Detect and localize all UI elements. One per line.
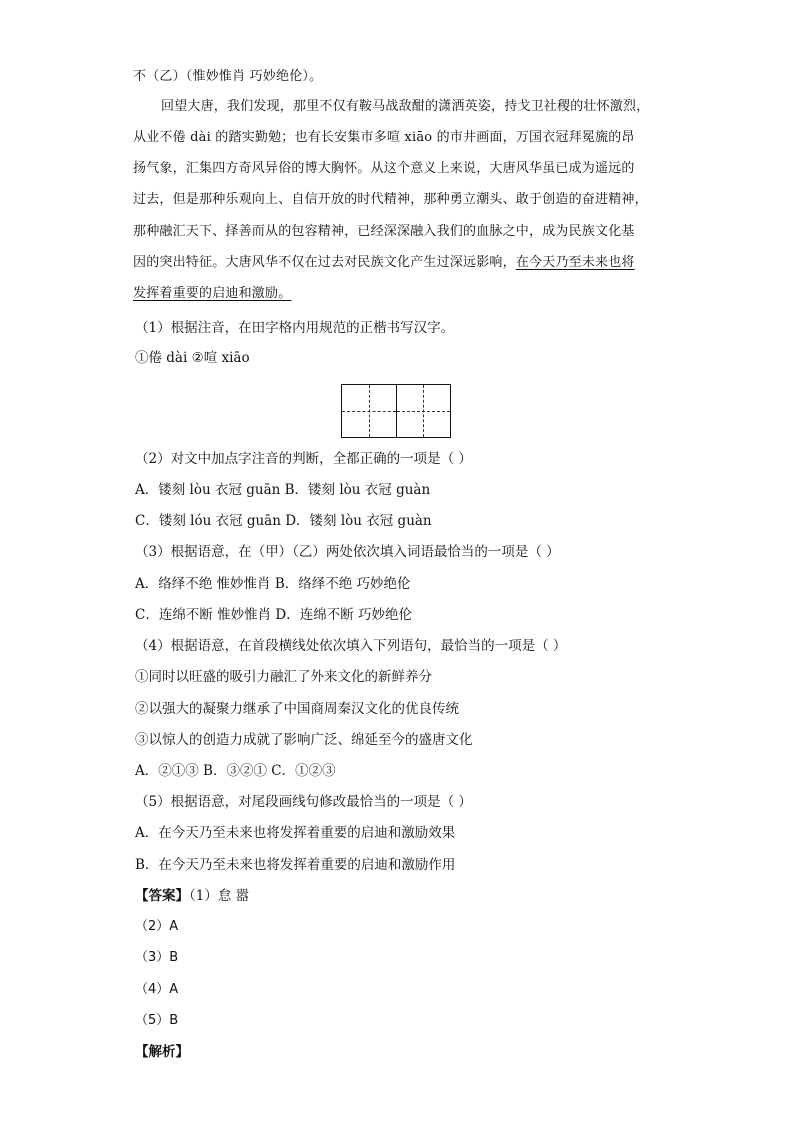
underlined-sentence-part-1: 在今天乃至未来也将 [515, 255, 635, 270]
question-4-options: A．②①③ B．③②① C．①②③ [135, 763, 336, 779]
question-3-options-cd: C．连绵不断 惟妙惟肖 D．连绵不断 巧妙绝伦 [135, 607, 413, 623]
passage-line-4: 过去，但是那种乐观向上、自信开放的时代精神，那种勇立潮头、敢于创造的奋进精神， [133, 192, 648, 207]
passage-line-3: 扬气象，汇集四方奇风异俗的博大胸怀。从这个意义上来说，大唐风华虽已成为遥远的 [133, 161, 635, 176]
answer-3: （3）B [135, 950, 179, 965]
passage-line-6-text: 因的突出特征。大唐风华不仅在过去对民族文化产生过深远影响， [133, 255, 516, 270]
tianzige-cell-1[interactable] [342, 385, 396, 437]
passage-line-5: 那种融汇天下、择善而从的包容精神，已经深深融入我们的血脉之中，成为民族文化基 [133, 224, 635, 239]
passage-line-0: 不（乙）（惟妙惟肖 巧妙绝伦）。 [133, 69, 323, 84]
question-2-options-cd: C．镂刻 lóu 衣冠 guān D．镂刻 lòu 衣冠 guàn [135, 513, 432, 529]
underlined-sentence-part-2: 发挥着重要的启迪和激励。 [133, 286, 292, 301]
tianzige-grid [341, 384, 451, 438]
question-5-option-a: A．在今天乃至未来也将发挥着重要的启迪和激励效果 [135, 825, 456, 841]
question-5: （5）根据语意，对尾段画线句修改最恰当的一项是（ ） [135, 794, 472, 810]
answer-row-1 [135, 886, 249, 906]
question-5-option-b: B．在今天乃至未来也将发挥着重要的启迪和激励作用 [135, 857, 456, 873]
passage-line-2: 从业不倦 dài 的踏实勤勉；也有长安集市多喧 xiāo 的市井画面，万国衣冠拜冕旒的昂 [133, 130, 635, 145]
question-3: （3）根据语意，在（甲）（乙）两处依次填入词语最恰当的一项是（ ） [135, 544, 560, 560]
question-4-statement-3: ③以惊人的创造力成就了影响广泛、绵延至今的盛唐文化 [135, 732, 473, 748]
question-3-options-ab: A．络绎不绝 惟妙惟肖 B．络绎不绝 巧妙绝伦 [135, 576, 411, 592]
answer-5: （5）B [135, 1013, 179, 1028]
answer-4: （4）A [135, 982, 179, 997]
analysis-label: 【解析】 [135, 1044, 189, 1060]
question-4-statement-2: ②以强大的凝聚力继承了中国商周秦汉文化的优良传统 [135, 701, 459, 717]
answer-label: 【答案】 [135, 888, 189, 904]
question-2: （2）对文中加点字注音的判断，全都正确的一项是（ ） [135, 451, 472, 467]
question-2-options-ab: A．镂刻 lòu 衣冠 guān B．镂刻 lòu 衣冠 guàn [135, 482, 431, 498]
passage-line-6 [133, 253, 635, 273]
question-1-items: ①倦 dài ②喧 xiāo [135, 350, 250, 366]
answer-1: （1）怠 嚣 [189, 888, 250, 904]
question-4-statement-1: ①同时以旺盛的吸引力融汇了外来文化的新鲜养分 [135, 669, 432, 685]
passage-line-1: 回望大唐，我们发现，那里不仅有鞍马战敌酣的潇洒英姿，持戈卫社稷的壮怀激烈， [161, 99, 650, 114]
question-1: （1）根据注音，在田字格内用规范的正楷书写汉字。 [135, 320, 455, 336]
tianzige-cell-2[interactable] [396, 385, 450, 437]
answer-2: （2）A [135, 919, 179, 934]
question-4: （4）根据语意，在首段横线处依次填入下列语句，最恰当的一项是（ ） [135, 638, 567, 654]
